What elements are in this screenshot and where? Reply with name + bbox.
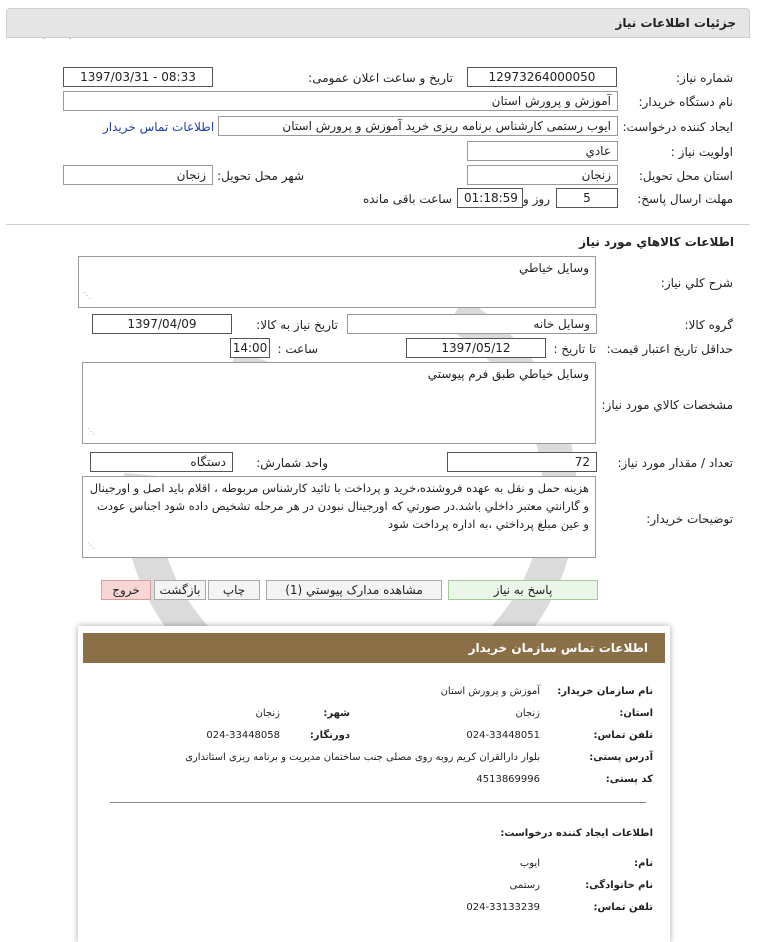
contact-postal: 4513869996 <box>476 774 540 785</box>
resize-grip-icon: ⋰ <box>83 291 91 300</box>
contact-phone: 024-33448051 <box>466 730 540 741</box>
validity-label: حداقل تاريخ اعتبار قيمت: <box>606 342 733 356</box>
contact-address-label: آدرس پستی: <box>589 752 653 763</box>
contact-address: بلوار دارالقران کريم روبه روی مصلی جنب ساختمان مديريت و برنامه ريزی استانداری <box>185 752 540 763</box>
general-desc-field <box>78 256 596 308</box>
buyer-org-field: آموزش و پرورش استان <box>63 91 618 111</box>
section-divider <box>6 224 750 225</box>
contact-org: آموزش و پرورش استان <box>440 686 540 697</box>
contact-fax-label: دورنگار: <box>309 730 350 741</box>
qty-label: تعداد / مقدار مورد نياز: <box>617 456 733 470</box>
general-desc-label: شرح کلي نياز: <box>660 276 733 290</box>
unit-label: واحد شمارش: <box>256 456 328 470</box>
requester-field: ايوب رستمی کارشناس برنامه ريزی خريد آموزش و پرورش استان <box>218 116 618 136</box>
exit-button[interactable]: خروج <box>101 580 151 600</box>
hour-label: ساعت : <box>277 342 318 356</box>
contact-fax: 024-33448058 <box>206 730 280 741</box>
contact-province: زنجان <box>515 708 540 719</box>
province-field: زنجان <box>467 165 618 185</box>
buyer-notes-label: توضيحات خريدار: <box>646 512 733 526</box>
resize-grip-icon: ⋰ <box>87 541 95 550</box>
page-title: جزئيات اطلاعات نياز <box>615 16 736 30</box>
time-left-label: ساعت باقی مانده <box>362 192 452 206</box>
days-label: روز و <box>523 192 550 206</box>
creator-family: رستمی <box>509 880 540 891</box>
deadline-label: مهلت ارسال پاسخ: <box>637 192 733 206</box>
announce-label: تاريخ و ساعت اعلان عمومی: <box>308 71 453 85</box>
city-field: زنجان <box>63 165 213 185</box>
until-date-label: تا تاريخ : <box>553 342 596 356</box>
priority-label: اولويت نياز : <box>670 145 733 159</box>
need-date-field: 1397/04/09 <box>92 314 232 334</box>
goods-section-title: اطلاعات کالاهاي مورد نياز <box>579 235 734 249</box>
announce-field: 1397/03/31 - 08:33 <box>63 67 213 87</box>
requester-label: ايجاد کننده درخواست: <box>622 120 733 134</box>
contact-city-label: شهر: <box>323 708 350 719</box>
need-number-field: 12973264000050 <box>467 67 617 87</box>
city-label: شهر محل تحويل: <box>217 169 304 183</box>
priority-field: عادي <box>467 141 618 161</box>
contact-org-label: نام سازمان خريدار: <box>557 686 653 697</box>
hour-field: 14:00 <box>230 338 270 358</box>
contact-panel-title: اطلاعات تماس سازمان خريدار <box>468 641 648 655</box>
specs-text: وسايل خياطي طبق فرم پيوستي <box>427 367 589 381</box>
group-label: گروه کالا: <box>684 318 733 332</box>
general-desc-text: وسايل خياطي <box>519 261 589 275</box>
reply-button[interactable]: پاسخ به نياز <box>448 580 598 600</box>
buyer-notes-field <box>82 476 596 558</box>
contact-city: زنجان <box>255 708 280 719</box>
creator-title: اطلاعات ايجاد کننده درخواست: <box>500 828 653 839</box>
group-field: وسايل خانه <box>347 314 597 334</box>
creator-name: ايوب <box>519 858 540 869</box>
creator-phone: 024-33133239 <box>466 902 540 913</box>
buyer-org-label: نام دستگاه خريدار: <box>638 95 733 109</box>
contact-phone-label: تلفن تماس: <box>593 730 653 741</box>
until-date-field: 1397/05/12 <box>406 338 546 358</box>
print-button[interactable]: چاپ <box>208 580 260 600</box>
specs-field <box>82 362 596 444</box>
contact-divider <box>110 802 646 803</box>
resize-grip-icon: ⋰ <box>87 427 95 436</box>
unit-field: دستگاه <box>90 452 233 472</box>
buyer-notes-text: هزينه حمل و نقل به عهده فروشنده،خريد و پرداخت با تائيد کارشناس مربوطه ، اقلام بايد اصل و اورجينال و گارانتي معتبر داخلي باشد.در صورتي که اورجينال نبودن در هر مرحله تشخيص داده شود اجناس عودت و عين مبلغ پرداختي ،به اداره پرداخت شود <box>89 481 589 531</box>
contact-postal-label: کد پستی: <box>605 774 653 785</box>
days-field: 5 <box>556 188 618 208</box>
specs-label: مشخصات کالاي مورد نياز: <box>601 398 733 412</box>
back-button[interactable]: بازگشت <box>154 580 206 600</box>
creator-name-label: نام: <box>634 858 653 869</box>
qty-field: 72 <box>447 452 597 472</box>
time-left-field: 01:18:59 <box>457 188 523 208</box>
creator-phone-label: تلفن تماس: <box>593 902 653 913</box>
attachments-button[interactable]: مشاهده مدارک پيوستي (1) <box>266 580 442 600</box>
province-label: استان محل تحويل: <box>638 169 733 183</box>
buyer-contact-link[interactable]: اطلاعات تماس خريدار <box>103 120 215 134</box>
need-date-label: تاريخ نياز به کالا: <box>256 318 338 332</box>
creator-family-label: نام خانوادگی: <box>585 880 653 891</box>
contact-province-label: استان: <box>619 708 653 719</box>
contact-panel <box>78 626 670 942</box>
need-number-label: شماره نياز: <box>676 71 733 85</box>
